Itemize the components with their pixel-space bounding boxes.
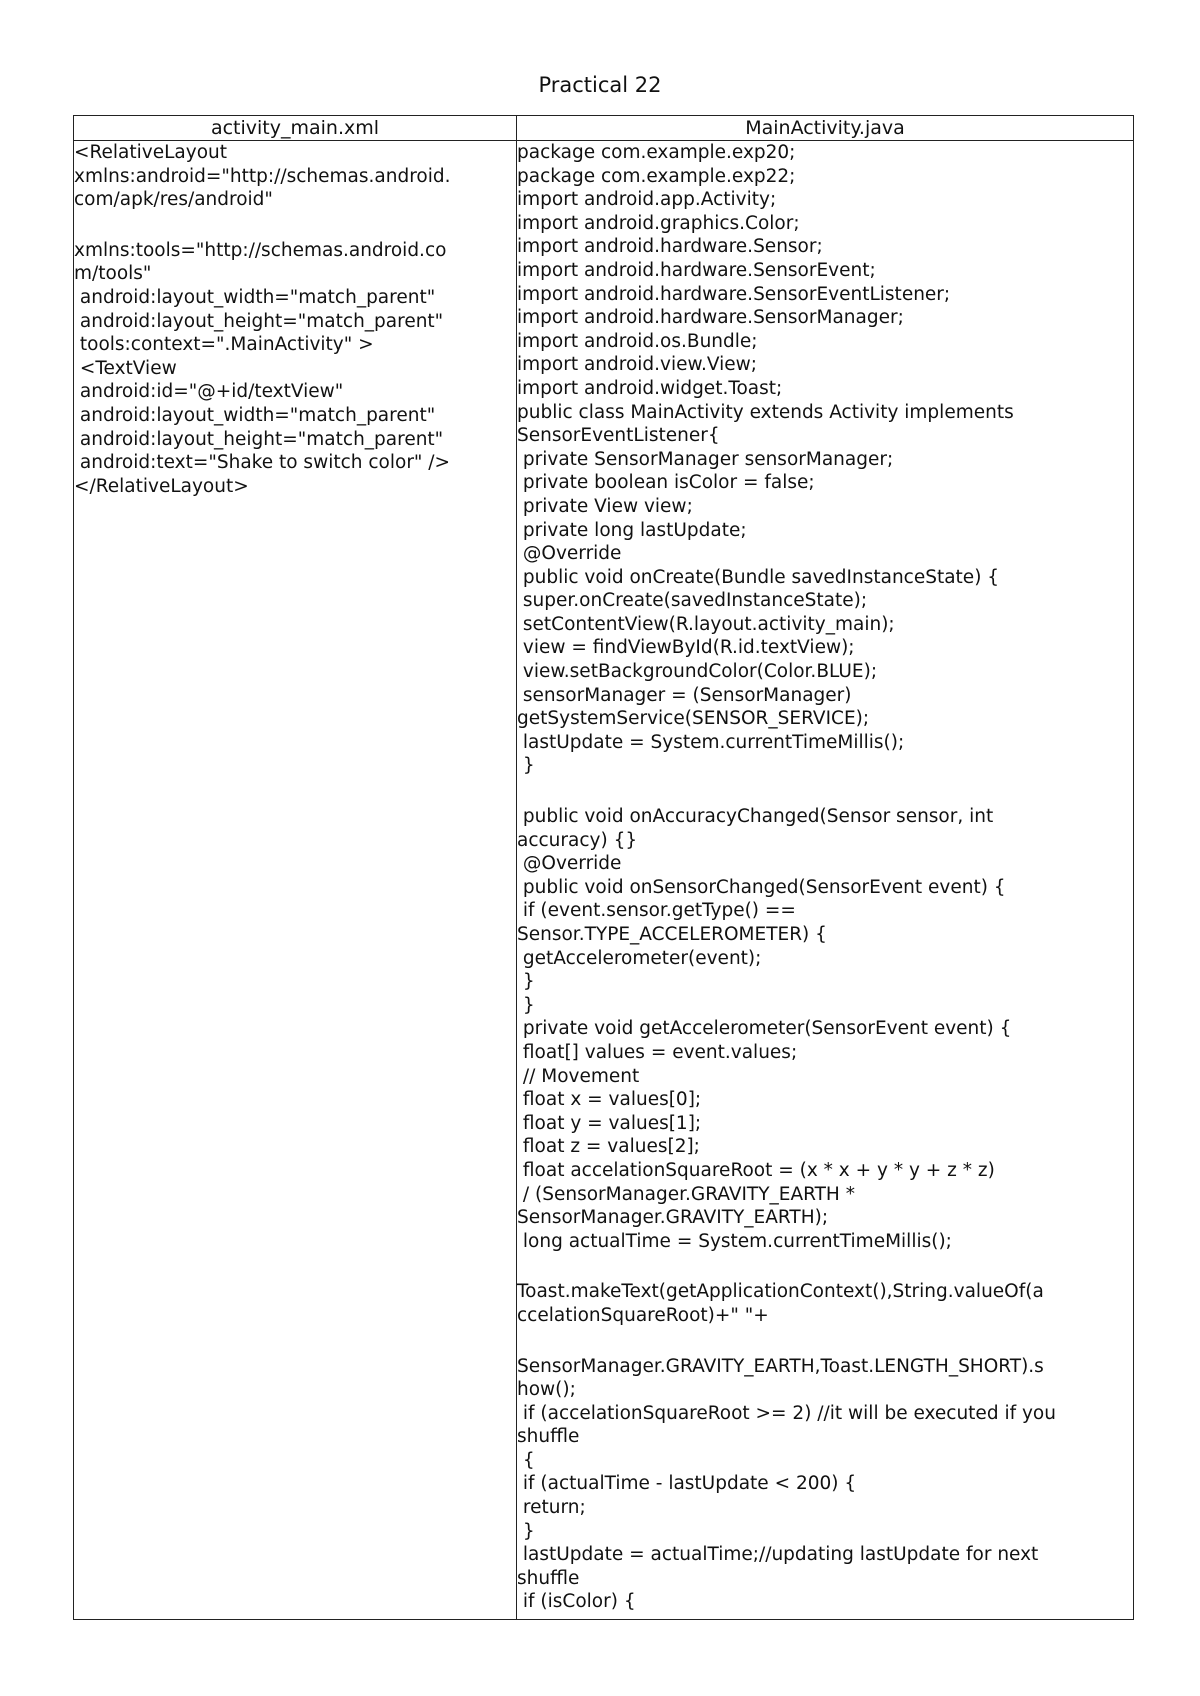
code-line: lastUpdate = System.currentTimeMillis(); xyxy=(517,731,905,753)
code-line: private void getAccelerometer(SensorEvent event) { xyxy=(517,1018,1012,1040)
code-line: super.onCreate(savedInstanceState); xyxy=(517,590,868,612)
code-line: xmlns:tools="http://schemas.android.co xyxy=(74,239,447,261)
code-line: view.setBackgroundColor(Color.BLUE); xyxy=(517,661,878,683)
code-line: android:text="Shake to switch color" /> xyxy=(74,452,451,474)
java-code-cell xyxy=(517,141,1134,1620)
code-line: getAccelerometer(event); xyxy=(517,947,762,969)
code-line: if (accelationSquareRoot >= 2) //it will be executed if you xyxy=(517,1402,1056,1424)
code-line: getSystemService(SENSOR_SERVICE); xyxy=(517,708,870,730)
code-line: public class MainActivity extends Activity implements xyxy=(517,401,1014,423)
code-line: import android.hardware.Sensor; xyxy=(517,236,823,258)
code-line: if (actualTime - lastUpdate < 200) { xyxy=(517,1473,857,1495)
code-line: import android.app.Activity; xyxy=(517,189,777,211)
code-line: import android.hardware.SensorEvent; xyxy=(517,259,876,281)
code-line: ccelationSquareRoot)+" "+ xyxy=(517,1304,769,1326)
code-line: android:layout_height="match_parent" xyxy=(74,428,444,450)
java-code-block xyxy=(517,141,1133,1614)
code-line xyxy=(74,212,516,239)
code-line: <TextView xyxy=(74,357,177,379)
code-line: float[] values = event.values; xyxy=(517,1041,798,1063)
code-line: shuffle xyxy=(517,1567,580,1589)
code-line: Sensor.TYPE_ACCELEROMETER) { xyxy=(517,924,827,945)
code-line: if (isColor) { xyxy=(517,1591,636,1613)
xml-code-block xyxy=(74,141,516,498)
code-line: android:id="@+id/textView" xyxy=(74,381,344,403)
code-line: xmlns:android="http://schemas.android. xyxy=(74,165,451,187)
code-line: long actualTime = System.currentTimeMillis(); xyxy=(517,1230,952,1252)
code-line: lastUpdate = actualTime;//updating lastUpdate for next xyxy=(517,1544,1039,1566)
code-line: @Override xyxy=(517,853,622,875)
code-line: m/tools" xyxy=(74,263,152,285)
content-row xyxy=(74,141,1134,1620)
xml-column-header: activity_main.xml xyxy=(74,116,517,141)
code-line: import android.os.Bundle; xyxy=(517,330,758,352)
code-line: view = findViewById(R.id.textView); xyxy=(517,637,855,659)
code-line: public void onSensorChanged(SensorEvent event) { xyxy=(517,876,1006,898)
code-line xyxy=(517,778,1133,805)
code-line: import android.widget.Toast; xyxy=(517,377,783,399)
code-line: / (SensorManager.GRAVITY_EARTH * xyxy=(517,1183,855,1205)
code-line: import android.graphics.Color; xyxy=(517,212,800,234)
header-row xyxy=(74,116,1134,141)
code-line xyxy=(517,1253,1133,1280)
code-line: sensorManager = (SensorManager) xyxy=(517,684,852,706)
code-line: SensorManager.GRAVITY_EARTH); xyxy=(517,1207,829,1229)
code-line: import android.hardware.SensorManager; xyxy=(517,307,904,329)
xml-code-cell xyxy=(74,141,517,1620)
code-line: android:layout_width="match_parent" xyxy=(74,404,436,426)
code-line: android:layout_width="match_parent" xyxy=(74,286,436,308)
code-line: setContentView(R.layout.activity_main); xyxy=(517,613,895,635)
code-line xyxy=(517,1328,1133,1355)
code-line: package com.example.exp20; xyxy=(517,142,796,163)
code-line: @Override xyxy=(517,543,622,565)
code-line: shuffle xyxy=(517,1426,580,1448)
code-line: float z = values[2]; xyxy=(517,1136,700,1158)
code-line: Toast.makeText(getApplicationContext(),String.valueOf(a xyxy=(517,1281,1044,1303)
code-line: package com.example.exp22; xyxy=(517,165,796,187)
code-line: float y = values[1]; xyxy=(517,1112,702,1134)
page-title: Practical 22 xyxy=(538,73,662,97)
code-line: private long lastUpdate; xyxy=(517,519,747,541)
code-line: </RelativeLayout> xyxy=(74,475,249,497)
code-line: return; xyxy=(517,1497,586,1519)
code-line: tools:context=".MainActivity" > xyxy=(74,334,374,356)
code-line: import android.hardware.SensorEventListener; xyxy=(517,283,951,305)
code-table xyxy=(73,115,1134,1620)
code-line: private boolean isColor = false; xyxy=(517,472,815,494)
java-column-header: MainActivity.java xyxy=(517,116,1134,141)
code-line: public void onAccuracyChanged(Sensor sensor, int xyxy=(517,806,994,828)
code-line: { xyxy=(517,1449,535,1471)
code-line: import android.view.View; xyxy=(517,354,757,376)
code-line: SensorManager.GRAVITY_EARTH,Toast.LENGTH_SHORT).s xyxy=(517,1355,1044,1377)
code-line: android:layout_height="match_parent" xyxy=(74,310,444,332)
code-line: } xyxy=(517,971,535,993)
code-line: float accelationSquareRoot = (x * x + y * y + z * z) xyxy=(517,1159,995,1181)
code-line: public void onCreate(Bundle savedInstanceState) { xyxy=(517,566,1000,588)
code-line: } xyxy=(517,755,535,777)
code-line: float x = values[0]; xyxy=(517,1089,702,1111)
code-line: private SensorManager sensorManager; xyxy=(517,448,894,470)
code-line: } xyxy=(517,994,535,1016)
code-line: <RelativeLayout xyxy=(74,142,227,163)
code-line: accuracy) {} xyxy=(517,829,638,851)
code-line: com/apk/res/android" xyxy=(74,189,273,211)
code-line: if (event.sensor.getType() == xyxy=(517,900,796,922)
code-line: private View view; xyxy=(517,495,693,517)
code-line: // Movement xyxy=(517,1065,640,1087)
code-line: how(); xyxy=(517,1379,576,1401)
code-line: } xyxy=(517,1520,535,1542)
code-line: SensorEventListener{ xyxy=(517,425,720,447)
